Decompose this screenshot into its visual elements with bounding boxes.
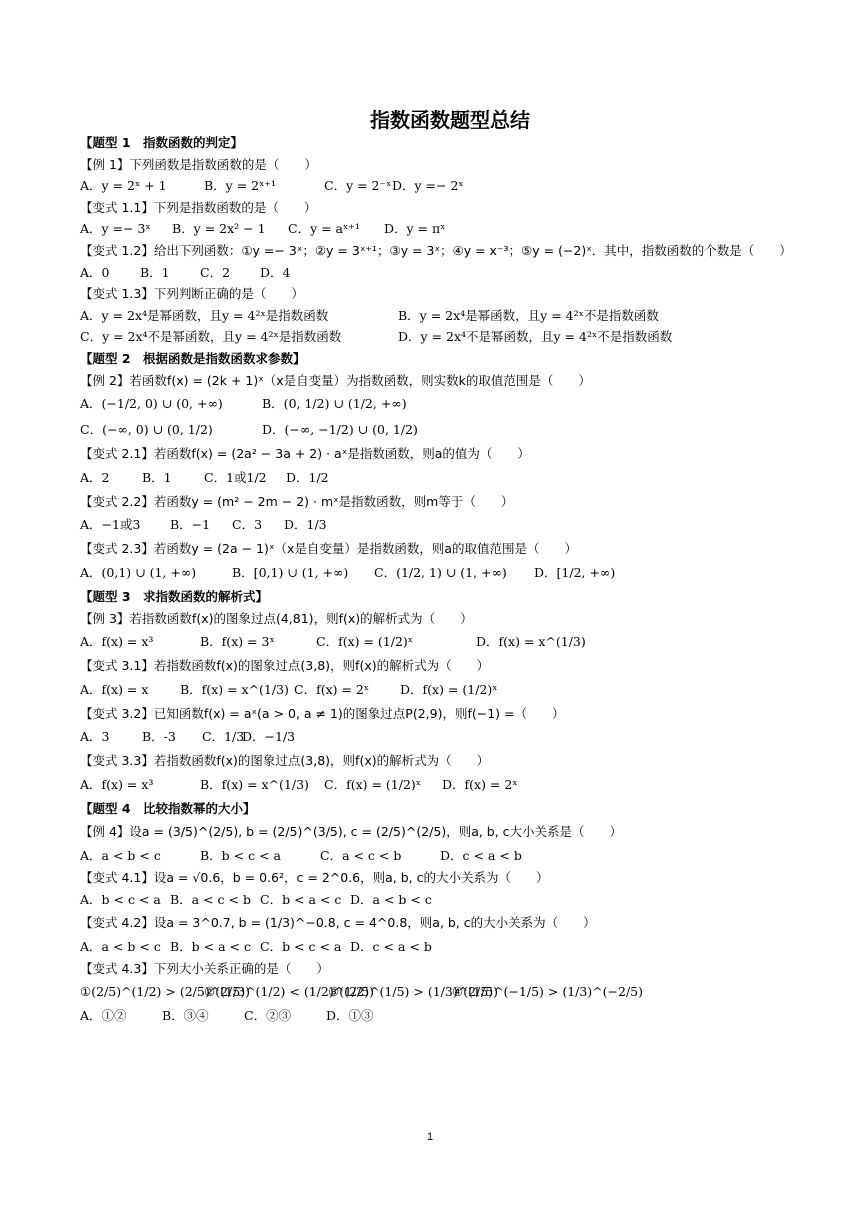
answer-option: A．a < b < c [80, 939, 161, 955]
question-stem: 【变式 3.2】已知函数f(x) = aˣ(a > 0, a ≠ 1)的图象过点P(2,9)，则f(−1) =（ ） [80, 705, 565, 721]
question-stem: 【变式 2.2】若函数y = (m² − 2m − 2) · mˣ是指数函数，则m等于（ ） [80, 493, 514, 509]
answer-option: A．a < b < c [80, 848, 161, 864]
answer-option: C．y = aˣ⁺¹ [288, 221, 360, 237]
answer-option: A．(0,1) ∪ (1, +∞) [80, 564, 197, 580]
answer-option: C．f(x) = (1/2)ˣ [324, 776, 422, 792]
answer-option: C．b < a < c [260, 891, 342, 907]
answer-option: C．3 [232, 517, 263, 533]
answer-option: B．③④ [162, 1008, 209, 1024]
answer-option: D．c < a < b [350, 939, 432, 955]
question-stem: 【例 1】下列函数是指数函数的是（ ） [80, 156, 317, 172]
answer-option: C．y = 2⁻ˣ [324, 178, 392, 194]
answer-option: D．①③ [326, 1008, 374, 1024]
answer-option: D．−1/3 [242, 729, 296, 745]
answer-option: D．4 [260, 264, 291, 280]
answer-option: C．②③ [244, 1008, 292, 1024]
answer-option: D．a < b < c [350, 891, 432, 907]
question-stem: 【变式 4.1】设a = √0.6，b = 0.6²，c = 2^0.6，则a, b, c的大小关系为（ ） [80, 870, 549, 886]
answer-option: D．1/2 [286, 469, 329, 485]
answer-options [80, 845, 800, 867]
answer-option: D．1/3 [284, 517, 327, 533]
answer-option: C．2 [200, 264, 231, 280]
question-stem: 【变式 4.2】设a = 3^0.7, b = (1/3)^−0.8, c = 4^0.8，则a, b, c的大小关系为（ ） [80, 915, 596, 931]
answer-options [80, 936, 800, 958]
answer-options [80, 465, 800, 491]
answer-option: D．c < a < b [440, 848, 522, 864]
page-number: 1 [426, 1131, 434, 1143]
answer-option: A．①② [80, 1008, 127, 1024]
answer-option: A．y = 2ˣ + 1 [80, 178, 167, 194]
question-stem: 【变式 1.2】给出下列函数：①y =− 3ˣ；②y = 3ˣ⁺¹；③y = 3ˣ；④y = x⁻³；⑤y = (−2)ˣ．其中，指数函数的个数是（ ） [80, 242, 792, 258]
answer-option: ③(1/2)^(1/5) > (1/3)^(1/5) [328, 984, 499, 1000]
document-body [80, 132, 800, 1027]
answer-options [80, 262, 800, 284]
answer-option: A．(−1/2, 0) ∪ (0, +∞) [80, 396, 223, 412]
answer-option: B．y = 2x⁴是幂函数，且y = 4²ˣ不是指数函数 [398, 307, 659, 323]
answer-option: B．a < c < b [170, 891, 251, 907]
question-stem: 【变式 2.1】若函数f(x) = (2a² − 3a + 2) · aˣ是指数函数，则a的值为（ ） [80, 446, 530, 462]
answer-option: A．y =− 3ˣ [80, 221, 151, 237]
answer-options [80, 417, 800, 443]
answer-option: A．f(x) = x³ [80, 776, 154, 792]
answer-option: B．b < c < a [200, 848, 281, 864]
answer-option: D．f(x) = 2ˣ [442, 776, 518, 792]
answer-options [80, 326, 800, 348]
answer-option: B．[0,1) ∪ (1, +∞) [232, 564, 349, 580]
question-stem: 【例 2】若函数f(x) = (2k + 1)ˣ（x是自变量）为指数函数，则实数k的取值范围是（ ） [80, 372, 591, 388]
answer-option: A．−1或3 [80, 517, 141, 533]
answer-option: A．y = 2x⁴是幂函数，且y = 4²ˣ是指数函数 [80, 307, 329, 323]
answer-option: D．y = 2x⁴不是幂函数，且y = 4²ˣ不是指数函数 [398, 329, 673, 345]
answer-options [80, 305, 800, 327]
answer-option: C．(1/2, 1) ∪ (1, +∞) [374, 564, 507, 580]
question-stem: 【变式 2.3】若函数y = (2a − 1)ˣ（x是自变量）是指数函数，则a的取值范围是（ ） [80, 541, 578, 557]
section-heading: 【题型 4 比较指数幂的大小】 [80, 800, 256, 816]
answer-options [80, 560, 800, 586]
answer-option: C．1或1/2 [204, 469, 267, 485]
answer-option: B．−1 [170, 517, 211, 533]
answer-option: ①(2/5)^(1/2) > (2/5)^(1/3) [80, 984, 251, 1000]
answer-options [80, 772, 800, 798]
answer-option: B．b < a < c [170, 939, 251, 955]
answer-option: B．y = 2ˣ⁺¹ [204, 178, 277, 194]
answer-option: C．f(x) = (1/2)ˣ [316, 634, 414, 650]
answer-option: C．y = 2x⁴不是幂函数，且y = 4²ˣ是指数函数 [80, 329, 342, 345]
answer-option: A．2 [80, 469, 110, 485]
answer-option: C．a < c < b [320, 848, 402, 864]
answer-option: B．1 [142, 469, 172, 485]
section-heading: 【题型 2 根据函数是指数函数求参数】 [80, 350, 306, 366]
answer-option: D．f(x) = (1/2)ˣ [400, 681, 498, 697]
answer-option: D．[1/2, +∞) [534, 564, 616, 580]
answer-option: A．f(x) = x³ [80, 634, 154, 650]
question-stem: 【例 4】设a = (3/5)^(2/5), b = (2/5)^(3/5), c = (2/5)^(2/5)，则a, b, c大小关系是（ ） [80, 824, 623, 840]
answer-option: D．y =− 2ˣ [392, 178, 464, 194]
answer-options [80, 677, 800, 703]
answer-options [80, 175, 800, 197]
answer-option: ②(2/5)^(1/2) < (1/2)^(2/5) [204, 984, 375, 1000]
answer-option: C．b < c < a [260, 939, 342, 955]
answer-option: B．f(x) = 3ˣ [200, 634, 275, 650]
question-stem: 【变式 4.3】下列大小关系正确的是（ ） [80, 960, 329, 976]
answer-options [80, 1005, 800, 1027]
question-stem: 【例 3】若指数函数f(x)的图象过点(4,81)，则f(x)的解析式为（ ） [80, 610, 473, 626]
answer-option: C．f(x) = 2ˣ [294, 681, 370, 697]
page-title: 指数函数题型总结 [370, 108, 530, 132]
answer-option: D．y = πˣ [384, 221, 446, 237]
answer-option: C．(−∞, 0) ∪ (0, 1/2) [80, 422, 213, 438]
answer-options [80, 979, 800, 1005]
answer-option: ④(2/5)^(−1/5) > (1/3)^(−2/5) [452, 984, 644, 1000]
answer-option: A．b < c < a [80, 891, 161, 907]
answer-option: B．f(x) = x^(1/3) [200, 776, 309, 792]
question-stem: 【变式 1.1】下列是指数函数的是（ ） [80, 199, 317, 215]
answer-option: C．1/3 [202, 729, 245, 745]
answer-option: B．y = 2x² − 1 [172, 221, 266, 237]
answer-option: B．-3 [142, 729, 176, 745]
answer-options [80, 512, 800, 538]
answer-options [80, 724, 800, 750]
answer-option: B．1 [140, 264, 170, 280]
question-stem: 【变式 3.3】若指数函数f(x)的图象过点(3,8)，则f(x)的解析式为（ ） [80, 753, 490, 769]
answer-option: D．f(x) = x^(1/3) [476, 634, 586, 650]
answer-option: D．(−∞, −1/2) ∪ (0, 1/2) [262, 422, 418, 438]
section-heading: 【题型 1 指数函数的判定】 [80, 135, 244, 150]
answer-option: A．3 [80, 729, 110, 745]
question-stem: 【变式 3.1】若指数函数f(x)的图象过点(3,8)，则f(x)的解析式为（ ） [80, 658, 490, 674]
answer-option: B．(0, 1/2) ∪ (1/2, +∞) [262, 396, 407, 412]
answer-option: B．f(x) = x^(1/3) [180, 681, 289, 697]
answer-options [80, 218, 800, 240]
answer-option: A．f(x) = x [80, 681, 149, 697]
section-heading: 【题型 3 求指数函数的解析式】 [80, 588, 269, 604]
answer-options [80, 889, 800, 911]
answer-options [80, 391, 800, 417]
answer-options [80, 629, 800, 655]
question-stem: 【变式 1.3】下列判断正确的是（ ） [80, 286, 304, 302]
answer-option: A．0 [80, 264, 110, 280]
